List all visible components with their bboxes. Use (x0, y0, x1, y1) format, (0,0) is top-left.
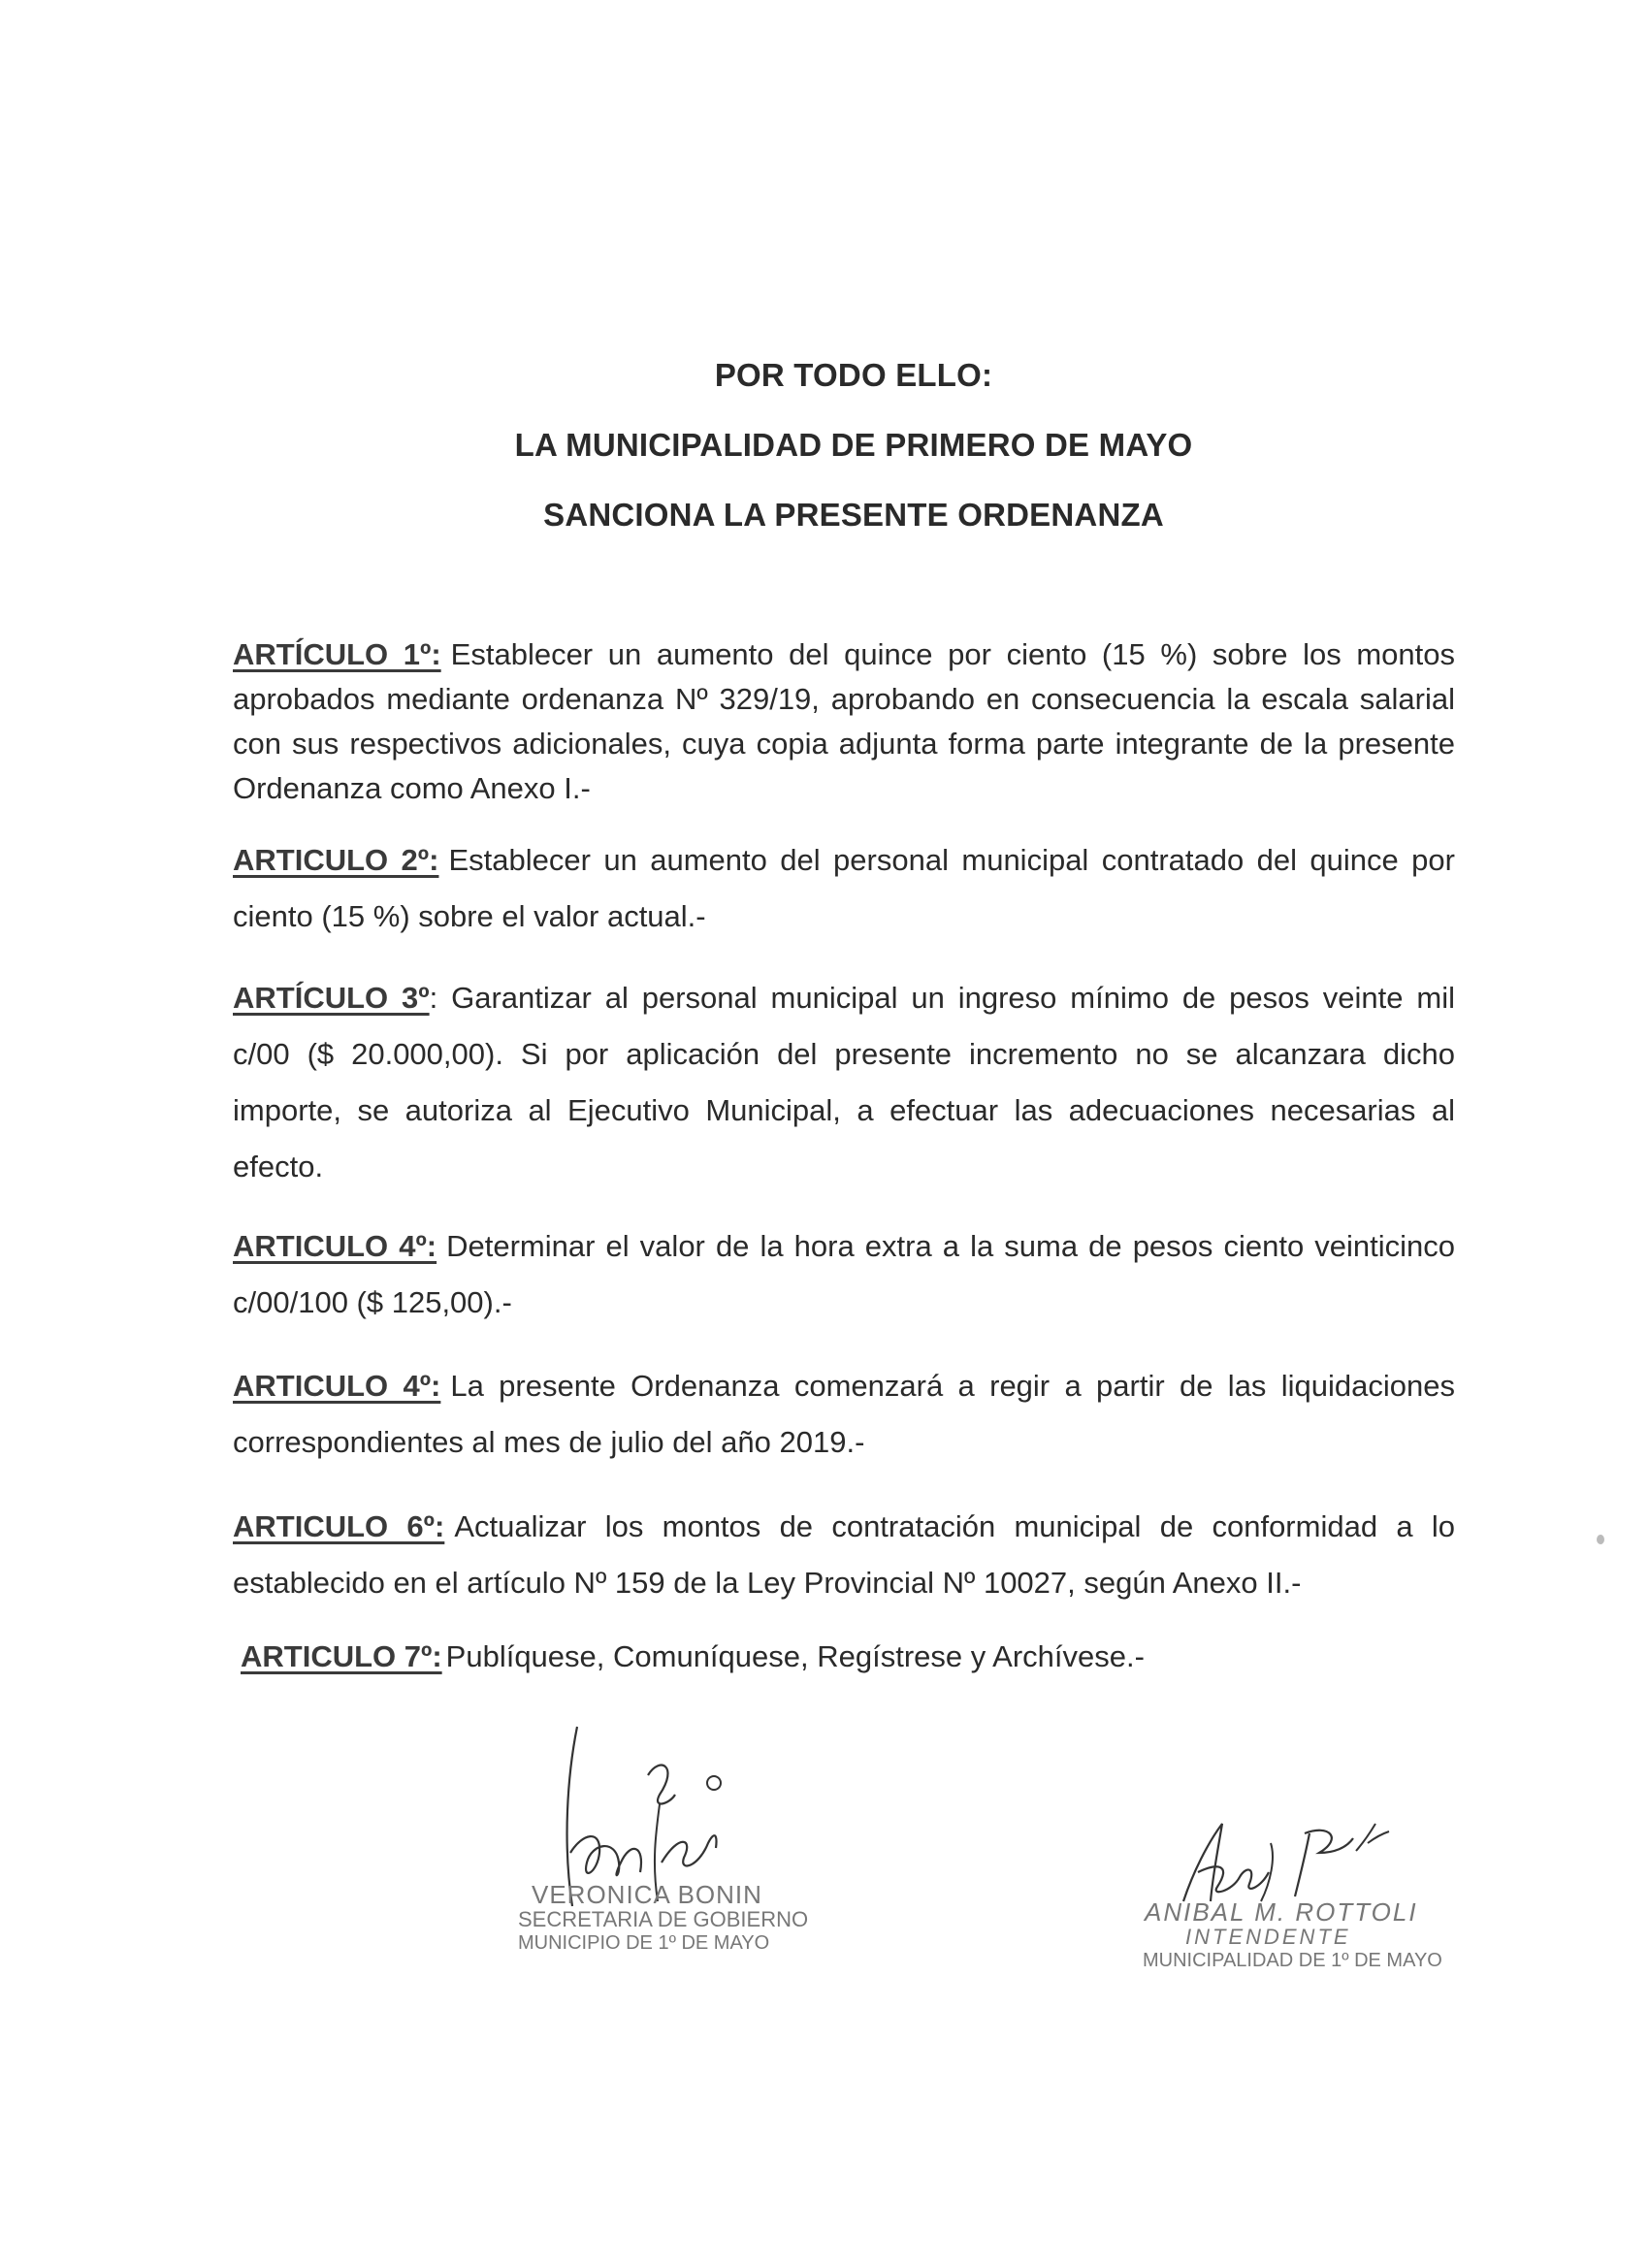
article-1-text: Establecer un aumento del quince por ciento (15 %) sobre los montos aprobados mediante ordenanza Nº 329/19, aprobando en consecuencia la escala salarial con sus respectivos adicionales, cuya copia adjunta forma parte integrante de la presente Ordenanza como Anexo I.- (233, 637, 1455, 805)
article-5-text: La presente Ordenanza comenzará a regir a partir de las liquidaciones correspondientes al mes de julio del año 2019.- (233, 1369, 1455, 1459)
stamp-name-right: ANIBAL M. ROTTOLI (1145, 1897, 1418, 1927)
article-7-text: Publíquese, Comuníquese, Regístrese y Archívese.- (445, 1639, 1145, 1673)
article-6-text: Actualizar los montos de contratación municipal de conformidad a lo establecido en el artículo Nº 159 de la Ley Provincial Nº 10027, según Anexo II.- (233, 1509, 1455, 1600)
article-2-text: Establecer un aumento del personal municipal contratado del quince por ciento (15 %) sobre el valor actual.- (233, 843, 1455, 933)
stamp-title-right: INTENDENTE (1185, 1925, 1351, 1949)
article-4-label: ARTICULO 4º: (233, 1229, 437, 1263)
article-6 (233, 1499, 1455, 1611)
article-3 (233, 970, 1455, 1195)
heading-por-todo-ello: POR TODO ELLO: (714, 357, 993, 393)
stamp-title-left: SECRETARIA DE GOBIERNO (518, 1907, 809, 1931)
stamp-name-left: VERONICA BONIN (532, 1880, 762, 1909)
article-5-label: ARTICULO 4º: (233, 1369, 441, 1403)
article-5 (233, 1358, 1455, 1471)
article-3-label: ARTÍCULO 3º (233, 981, 430, 1015)
article-4-text: Determinar el valor de la hora extra a la suma de pesos ciento veinticinco c/00/100 ($ 125,00).- (233, 1229, 1456, 1319)
heading-municipalidad: LA MUNICIPALIDAD DE PRIMERO DE MAYO (514, 427, 1193, 463)
heading-sanciona: SANCIONA LA PRESENTE ORDENANZA (543, 497, 1164, 533)
article-1 (233, 632, 1455, 811)
article-2 (233, 832, 1455, 945)
article-1-label: ARTÍCULO 1º: (233, 637, 441, 671)
stamp-org-left: MUNICIPIO DE 1º DE MAYO (518, 1932, 770, 1954)
scan-speck (1597, 1535, 1604, 1544)
article-7 (241, 1639, 1463, 1674)
article-6-label: ARTICULO 6º: (233, 1509, 445, 1543)
article-4 (233, 1218, 1455, 1331)
article-2-label: ARTICULO 2º: (233, 843, 439, 877)
article-3-text: : Garantizar al personal municipal un ingreso mínimo de pesos veinte mil c/00 ($ 20.000,00). Si por aplicación del presente incremento no se alcanzara dicho importe, se autoriza al Ejecutivo Municipal, a efectuar las adecuaciones necesarias al efecto. (233, 981, 1456, 1183)
article-7-label: ARTICULO 7º: (241, 1639, 442, 1673)
signature-block-secretaria (485, 1717, 809, 1969)
stamp-org-right: MUNICIPALIDAD DE 1º DE MAYO (1143, 1950, 1442, 1971)
signature-block-intendente (1125, 1804, 1455, 1998)
